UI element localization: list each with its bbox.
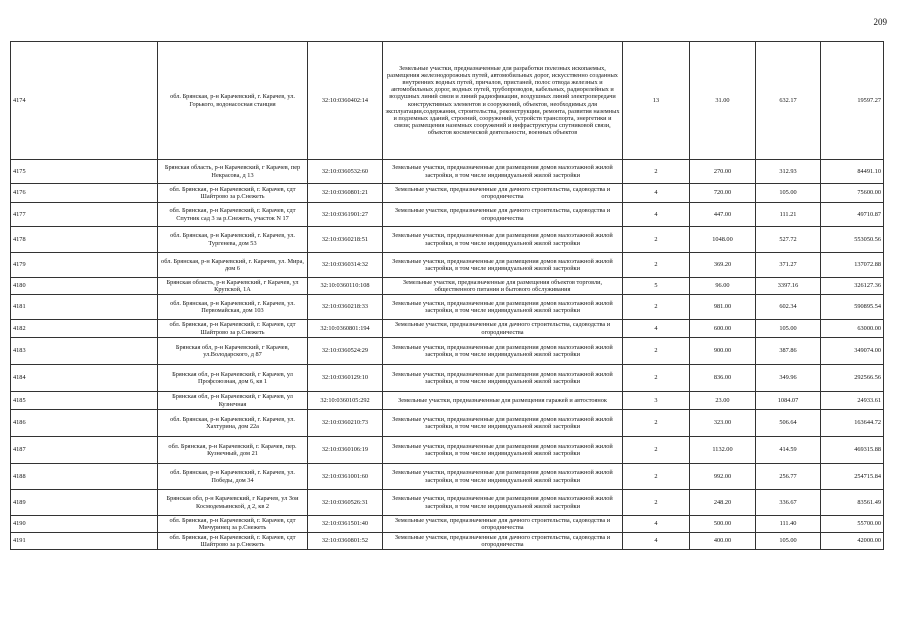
- table-row: [11, 338, 884, 365]
- area-cell: 270.00: [690, 160, 756, 184]
- land-use-cell: Земельные участки, предназначенные для размещения гаражей и автостоянок: [383, 392, 623, 410]
- group-number-cell: 4: [623, 184, 690, 203]
- cadastral-number-cell: 32:10:0360524:29: [308, 338, 383, 365]
- row-number-cell: 4174: [11, 42, 158, 160]
- area-cell: 23.00: [690, 392, 756, 410]
- table-row: [11, 320, 884, 338]
- cadastral-value-cell: 349074.00: [821, 338, 884, 365]
- cadastral-value-cell: 553050.56: [821, 227, 884, 253]
- cadastral-value-cell: 163644.72: [821, 410, 884, 437]
- area-cell: 600.00: [690, 320, 756, 338]
- table-row: [11, 42, 884, 160]
- cadastral-number-cell: 32:10:0361001:60: [308, 464, 383, 490]
- table-row: [11, 160, 884, 184]
- table-body: [11, 42, 884, 550]
- cadastral-value-cell: 84491.10: [821, 160, 884, 184]
- land-use-cell: Земельные участки, предназначенные для размещения домов малоэтажной жилой застройки, в том числе индивидуальной жилой застройки: [383, 338, 623, 365]
- group-number-cell: 4: [623, 203, 690, 227]
- cadastral-number-cell: 32:10:0360210:73: [308, 410, 383, 437]
- cadastral-value-cell: 137072.88: [821, 253, 884, 278]
- table-row: [11, 392, 884, 410]
- cadastral-number-cell: 32:10:0360218:51: [308, 227, 383, 253]
- cadastral-number-cell: 32:10:0360218:33: [308, 295, 383, 320]
- area-cell: 900.00: [690, 338, 756, 365]
- table-row: [11, 490, 884, 516]
- row-number-cell: 4176: [11, 184, 158, 203]
- area-cell: 1132.00: [690, 437, 756, 464]
- row-number-cell: 4183: [11, 338, 158, 365]
- table-row: [11, 278, 884, 295]
- group-number-cell: 13: [623, 42, 690, 160]
- land-use-cell: Земельные участки, предназначенные для размещения объектов торговли, общественного питания и бытового обслуживания: [383, 278, 623, 295]
- cadastral-value-cell: 83561.49: [821, 490, 884, 516]
- area-cell: 720.00: [690, 184, 756, 203]
- cadastral-value-cell: 469315.88: [821, 437, 884, 464]
- table-row: [11, 410, 884, 437]
- row-number-cell: 4186: [11, 410, 158, 437]
- cadastral-number-cell: 32:10:0360526:31: [308, 490, 383, 516]
- group-number-cell: 2: [623, 490, 690, 516]
- specific-value-cell: 632.17: [756, 42, 821, 160]
- cadastral-value-cell: 75600.00: [821, 184, 884, 203]
- cadastral-number-cell: 32:10:0360105:292: [308, 392, 383, 410]
- row-number-cell: 4190: [11, 516, 158, 533]
- cadastral-number-cell: 32:10:0360402:14: [308, 42, 383, 160]
- address-cell: Брянская обл, р-н Карачевский, г Карачев, ул.Володарского, д 87: [158, 338, 308, 365]
- address-cell: обл. Брянская, р-н Карачевский, г. Карачев, сдт Шайтрово за р.Снежеть: [158, 184, 308, 203]
- row-number-cell: 4177: [11, 203, 158, 227]
- cadastral-number-cell: 32:10:0360110:108: [308, 278, 383, 295]
- cadastral-value-cell: 590895.54: [821, 295, 884, 320]
- cadastral-value-cell: 326127.36: [821, 278, 884, 295]
- group-number-cell: 4: [623, 516, 690, 533]
- address-cell: обл. Брянская, р-н Карачевский, г. Карачев, ул. Тургенева, дом 53: [158, 227, 308, 253]
- specific-value-cell: 105.00: [756, 533, 821, 550]
- row-number-cell: 4182: [11, 320, 158, 338]
- land-use-cell: Земельные участки, предназначенные для разработки полезных ископаемых, размещения железнодорожных путей, автомобильных дорог, искусственно созданных внутренних водных путей, причалов, пристаней, полос отвода железных и автомобильных дорог, водных путей, трубопроводов, кабельных, радиорелейных и воздушных линий связи и линий радиофикации, воздушных линий электропередачи конструктивных элементов и сооружений, объектов, необходимых для эксплуатации,содержания, строительства, реконструкции, ремонта, развития наземных и подземных зданий, строений, сооружений, устройств транспорта, энергетики и связи; размещения наземных сооружений и инфраструктуры спутниковой связи, объектов космической деятельности, военных объектов: [383, 42, 623, 160]
- address-cell: Брянская область, р-н Карачевский, г Карачев, ул Крупской, 1А: [158, 278, 308, 295]
- table-row: [11, 437, 884, 464]
- table-row: [11, 203, 884, 227]
- group-number-cell: 2: [623, 365, 690, 392]
- specific-value-cell: 105.00: [756, 184, 821, 203]
- row-number-cell: 4181: [11, 295, 158, 320]
- area-cell: 1048.00: [690, 227, 756, 253]
- address-cell: обл. Брянская, р-н Карачевский, г. Карачев, сдт Шайтрово за р.Снежеть: [158, 533, 308, 550]
- group-number-cell: 2: [623, 160, 690, 184]
- address-cell: обл. Брянская, р-н Карачевский, г. Карачев, ул. Первомайская, дом 103: [158, 295, 308, 320]
- cadastral-value-cell: 254715.84: [821, 464, 884, 490]
- table-row: [11, 184, 884, 203]
- specific-value-cell: 111.21: [756, 203, 821, 227]
- table-row: [11, 295, 884, 320]
- land-use-cell: Земельные участки, предназначенные для размещения домов малоэтажной жилой застройки, в том числе индивидуальной жилой застройки: [383, 253, 623, 278]
- address-cell: обл. Брянская, р-н Карачевский, г. Карачев, сдт Шайтрово за р.Снежеть: [158, 320, 308, 338]
- land-use-cell: Земельные участки, предназначенные для размещения домов малоэтажной жилой застройки, в том числе индивидуальной жилой застройки: [383, 464, 623, 490]
- land-use-cell: Земельные участки, предназначенные для размещения домов малоэтажной жилой застройки, в том числе индивидуальной жилой застройки: [383, 365, 623, 392]
- address-cell: обл. Брянская, р-н Карачевский, г. Карачев, ул. Хахтурина, дом 22а: [158, 410, 308, 437]
- group-number-cell: 2: [623, 410, 690, 437]
- land-use-cell: Земельные участки, предназначенные для дачного строительства, садоводства и огородничества: [383, 184, 623, 203]
- land-use-cell: Земельные участки, предназначенные для размещения домов малоэтажной жилой застройки, в том числе индивидуальной жилой застройки: [383, 410, 623, 437]
- land-use-cell: Земельные участки, предназначенные для размещения домов малоэтажной жилой застройки, в том числе индивидуальной жилой застройки: [383, 437, 623, 464]
- specific-value-cell: 527.72: [756, 227, 821, 253]
- area-cell: 447.00: [690, 203, 756, 227]
- specific-value-cell: 256.77: [756, 464, 821, 490]
- specific-value-cell: 387.86: [756, 338, 821, 365]
- group-number-cell: 2: [623, 464, 690, 490]
- area-cell: 400.00: [690, 533, 756, 550]
- land-use-cell: Земельные участки, предназначенные для дачного строительства, садоводства и огородничества: [383, 533, 623, 550]
- row-number-cell: 4185: [11, 392, 158, 410]
- cadastral-number-cell: 32:10:0360801:21: [308, 184, 383, 203]
- area-cell: 96.00: [690, 278, 756, 295]
- area-cell: 248.20: [690, 490, 756, 516]
- specific-value-cell: 602.34: [756, 295, 821, 320]
- group-number-cell: 2: [623, 437, 690, 464]
- area-cell: 323.00: [690, 410, 756, 437]
- specific-value-cell: 371.27: [756, 253, 821, 278]
- land-use-cell: Земельные участки, предназначенные для дачного строительства, садоводства и огородничества: [383, 516, 623, 533]
- row-number-cell: 4191: [11, 533, 158, 550]
- row-number-cell: 4187: [11, 437, 158, 464]
- cadastral-number-cell: 32:10:0360106:19: [308, 437, 383, 464]
- address-cell: Брянская область, р-н Карачевский, г Карачев, пер Некрасова, д 13: [158, 160, 308, 184]
- cadastral-value-cell: 55700.00: [821, 516, 884, 533]
- specific-value-cell: 111.40: [756, 516, 821, 533]
- area-cell: 369.20: [690, 253, 756, 278]
- row-number-cell: 4189: [11, 490, 158, 516]
- land-use-cell: Земельные участки, предназначенные для дачного строительства, садоводства и огородничества: [383, 320, 623, 338]
- cadastral-value-cell: 49710.87: [821, 203, 884, 227]
- row-number-cell: 4175: [11, 160, 158, 184]
- specific-value-cell: 336.67: [756, 490, 821, 516]
- specific-value-cell: 1084.07: [756, 392, 821, 410]
- land-use-cell: Земельные участки, предназначенные для размещения домов малоэтажной жилой застройки, в том числе индивидуальной жилой застройки: [383, 295, 623, 320]
- area-cell: 836.00: [690, 365, 756, 392]
- group-number-cell: 4: [623, 320, 690, 338]
- specific-value-cell: 349.96: [756, 365, 821, 392]
- address-cell: обл. Брянская, р-н Карачевский, г. Карачев, ул. Победы, дом 34: [158, 464, 308, 490]
- row-number-cell: 4188: [11, 464, 158, 490]
- cadastral-number-cell: 32:10:0360532:60: [308, 160, 383, 184]
- specific-value-cell: 312.93: [756, 160, 821, 184]
- cadastral-number-cell: 32:10:0360801:52: [308, 533, 383, 550]
- group-number-cell: 3: [623, 392, 690, 410]
- page-number: 209: [873, 17, 887, 27]
- address-cell: обл. Брянская, р-н Карачевский, г. Карачев, ул. Горького, водонасосная станция: [158, 42, 308, 160]
- table-row: [11, 464, 884, 490]
- cadastral-value-cell: 42000.00: [821, 533, 884, 550]
- land-use-cell: Земельные участки, предназначенные для размещения домов малоэтажной жилой застройки, в том числе индивидуальной жилой застройки: [383, 160, 623, 184]
- cadastral-value-cell: 63000.00: [821, 320, 884, 338]
- address-cell: обл. Брянская, р-н Карачевский, г. Карачев, ул. Мира, дом 6: [158, 253, 308, 278]
- address-cell: обл. Брянская, р-н Карачевский, г. Карачев, сдт Спутник сад 3 за р.Снежеть, участок N 17: [158, 203, 308, 227]
- address-cell: Брянская обл, р-н Карачевский, г Карачев, ул Профсоюзная, дом 6, кв 1: [158, 365, 308, 392]
- area-cell: 500.00: [690, 516, 756, 533]
- specific-value-cell: 414.59: [756, 437, 821, 464]
- area-cell: 992.00: [690, 464, 756, 490]
- group-number-cell: 2: [623, 295, 690, 320]
- address-cell: Брянская обл, р-н Карачевский, г Карачев, ул Кузнечная: [158, 392, 308, 410]
- table-row: [11, 227, 884, 253]
- cadastral-number-cell: 32:10:0361501:40: [308, 516, 383, 533]
- address-cell: обл. Брянская, р-н Карачевский, г. Карачев, сдт Мичуринец за р.Снежеть: [158, 516, 308, 533]
- address-cell: обл. Брянская, р-н Карачевский, г. Карачев, пер. Кузнечный, дом 21: [158, 437, 308, 464]
- area-cell: 981.00: [690, 295, 756, 320]
- cadastral-number-cell: 32:10:0361901:27: [308, 203, 383, 227]
- land-use-cell: Земельные участки, предназначенные для размещения домов малоэтажной жилой застройки, в том числе индивидуальной жилой застройки: [383, 490, 623, 516]
- group-number-cell: 2: [623, 253, 690, 278]
- cadastral-value-cell: 24933.61: [821, 392, 884, 410]
- specific-value-cell: 3397.16: [756, 278, 821, 295]
- area-cell: 31.00: [690, 42, 756, 160]
- land-use-cell: Земельные участки, предназначенные для дачного строительства, садоводства и огородничества: [383, 203, 623, 227]
- specific-value-cell: 105.00: [756, 320, 821, 338]
- land-registry-table: [10, 41, 884, 550]
- table-row: [11, 516, 884, 533]
- cadastral-number-cell: 32:10:0360129:10: [308, 365, 383, 392]
- row-number-cell: 4180: [11, 278, 158, 295]
- group-number-cell: 5: [623, 278, 690, 295]
- cadastral-value-cell: 292566.56: [821, 365, 884, 392]
- row-number-cell: 4184: [11, 365, 158, 392]
- table-row: [11, 253, 884, 278]
- row-number-cell: 4179: [11, 253, 158, 278]
- land-use-cell: Земельные участки, предназначенные для размещения домов малоэтажной жилой застройки, в том числе индивидуальной жилой застройки: [383, 227, 623, 253]
- group-number-cell: 4: [623, 533, 690, 550]
- table-row: [11, 533, 884, 550]
- group-number-cell: 2: [623, 227, 690, 253]
- specific-value-cell: 506.64: [756, 410, 821, 437]
- cadastral-number-cell: 32:10:0360314:32: [308, 253, 383, 278]
- table-row: [11, 365, 884, 392]
- group-number-cell: 2: [623, 338, 690, 365]
- cadastral-number-cell: 32:10:0360801:194: [308, 320, 383, 338]
- address-cell: Брянская обл, р-н Карачевский, г Карачев, ул Зои Космодемьянской, д 2, кв 2: [158, 490, 308, 516]
- row-number-cell: 4178: [11, 227, 158, 253]
- cadastral-value-cell: 19597.27: [821, 42, 884, 160]
